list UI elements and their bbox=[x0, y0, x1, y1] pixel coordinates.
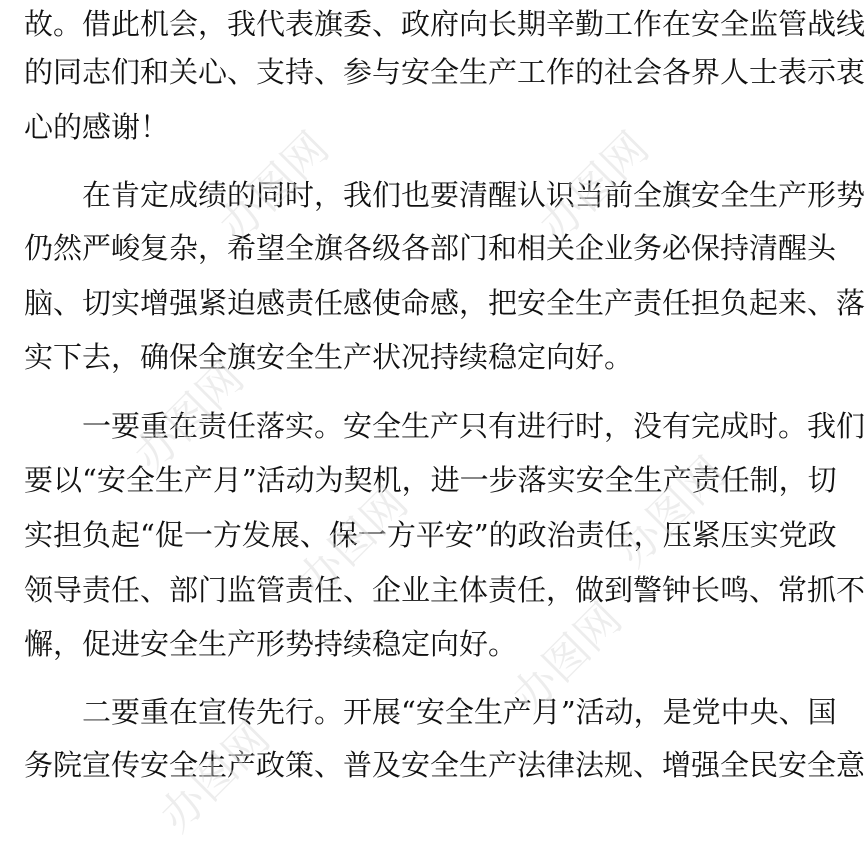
watermark-text: 办图网 bbox=[606, 447, 736, 577]
text-line-4: 在肯定成绩的同时，我们也要清醒认识当前全旗安全生产形势 bbox=[82, 178, 865, 212]
text-line-3: 心的感谢！ bbox=[24, 110, 170, 144]
watermark-text: 办图网 bbox=[502, 593, 632, 723]
watermark-text: 办图网 bbox=[288, 477, 418, 607]
text-line-10: 实担负起“促一方发展、保一方平安”的政治责任，压紧压实党政 bbox=[24, 518, 837, 552]
text-line-1: 故。借此机会，我代表旗委、政府向长期辛勤工作在安全监管战线 bbox=[24, 7, 865, 41]
text-line-14: 务院宣传安全生产政策、普及安全生产法律法规、增强全民安全意 bbox=[24, 748, 865, 782]
text-line-8: 一要重在责任落实。安全生产只有进行时，没有完成时。我们 bbox=[82, 409, 865, 443]
text-line-11: 领导责任、部门监管责任、企业主体责任，做到警钟长鸣、常抓不 bbox=[24, 573, 865, 607]
text-line-7: 实下去，确保全旗安全生产状况持续稳定向好。 bbox=[24, 340, 634, 374]
text-line-13: 二要重在宣传先行。开展“安全生产月”活动，是党中央、国 bbox=[82, 695, 837, 729]
text-line-2: 的同志们和关心、支持、参与安全生产工作的社会各界人士表示衷 bbox=[24, 55, 865, 89]
watermark-text: 办图网 bbox=[150, 712, 280, 842]
watermark-text: 办图网 bbox=[124, 352, 254, 482]
text-line-6: 脑、切实增强紧迫感责任感使命感，把安全生产责任担负起来、落 bbox=[24, 286, 865, 320]
text-line-9: 要以“安全生产月”活动为契机，进一步落实安全生产责任制，切 bbox=[24, 463, 837, 497]
watermark-text: 办图网 bbox=[209, 122, 339, 252]
text-line-12: 懈，促进安全生产形势持续稳定向好。 bbox=[24, 627, 518, 661]
text-line-5: 仍然严峻复杂，希望全旗各级各部门和相关企业务必保持清醒头 bbox=[24, 231, 837, 265]
watermark-text: 办图网 bbox=[529, 122, 659, 252]
